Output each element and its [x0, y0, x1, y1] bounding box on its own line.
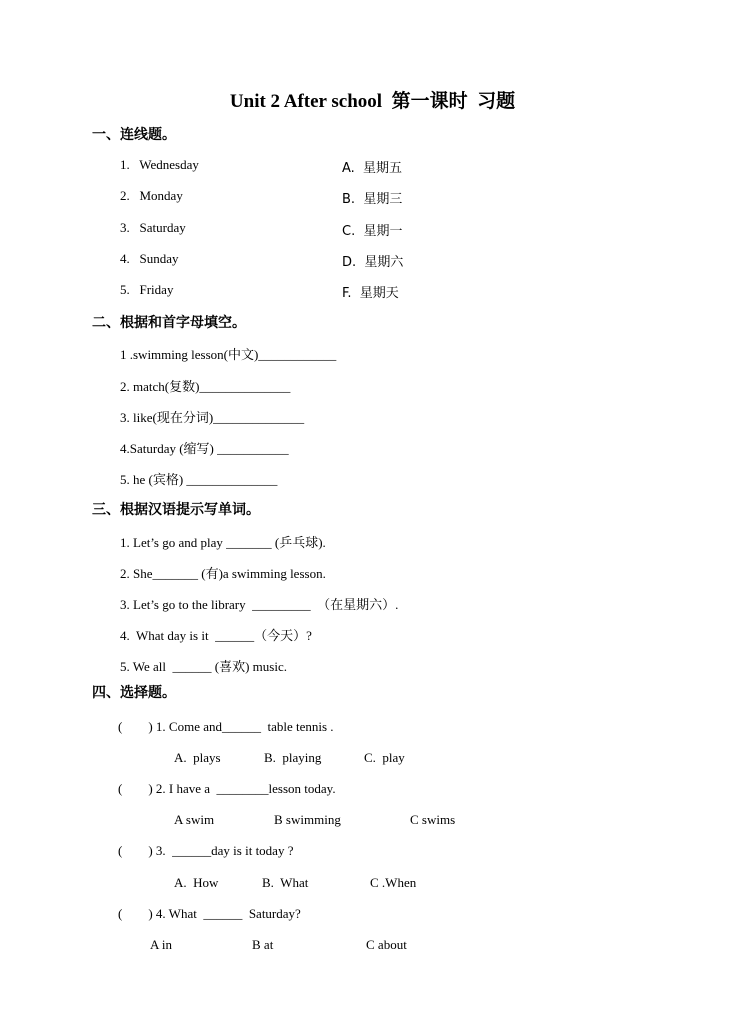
page-title: Unit 2 After school 第一课时 习题 — [229, 91, 516, 112]
question-option: B at — [252, 937, 274, 952]
word-hint-item: 4. What day is it ______（今天）? — [120, 628, 312, 643]
section-1-heading: 一、连线题。 — [92, 127, 176, 143]
fill-blank-item: 1 .swimming lesson(中文)____________ — [120, 347, 337, 362]
question-option: C. play — [364, 750, 405, 765]
question-option: C .When — [370, 875, 417, 890]
fill-blank-item: 3. like(现在分词)______________ — [120, 410, 305, 425]
question-option: B. playing — [264, 750, 322, 765]
match-left-item: 4. Sunday — [120, 251, 179, 266]
question-option: B swimming — [274, 812, 341, 827]
fill-blank-item: 4.Saturday (缩写) ___________ — [120, 441, 289, 456]
word-hint-item: 1. Let’s go and play _______ (乒乓球). — [120, 535, 326, 550]
match-right-item: D. 星期六 — [342, 255, 404, 270]
question-option: C about — [366, 937, 407, 952]
question-option: C swims — [410, 812, 456, 827]
match-right-item: A. 星期五 — [342, 161, 403, 176]
match-left-item: 3. Saturday — [120, 220, 186, 235]
match-left-item: 2. Monday — [120, 188, 183, 203]
question-option: A in — [150, 937, 173, 952]
match-right-item: F. 星期天 — [342, 286, 399, 301]
question-option: A. plays — [174, 750, 221, 765]
section-4-heading: 四、选择题。 — [92, 685, 176, 701]
section-3-heading: 三、根据汉语提示写单词。 — [92, 502, 260, 518]
question-option: A. How — [174, 875, 219, 890]
question-stem: ( ) 3. ______day is it today ? — [118, 843, 294, 858]
section-2-heading: 二、根据和首字母填空。 — [92, 315, 246, 331]
fill-blank-item: 5. he (宾格) ______________ — [120, 472, 278, 487]
match-left-item: 5. Friday — [120, 282, 174, 297]
question-stem: ( ) 1. Come and______ table tennis . — [118, 719, 334, 734]
question-option: A swim — [174, 812, 215, 827]
question-stem: ( ) 2. I have a ________lesson today. — [118, 781, 336, 796]
word-hint-item: 3. Let’s go to the library _________ （在星期六）. — [120, 597, 399, 612]
fill-blank-item: 2. match(复数)______________ — [120, 379, 291, 394]
word-hint-item: 2. She_______ (有)a swimming lesson. — [120, 566, 326, 581]
match-right-item: C. 星期一 — [342, 224, 403, 239]
match-right-item: B. 星期三 — [342, 192, 403, 207]
question-stem: ( ) 4. What ______ Saturday? — [118, 906, 301, 921]
question-option: B. What — [262, 875, 309, 890]
word-hint-item: 5. We all ______ (喜欢) music. — [120, 659, 287, 674]
match-left-item: 1. Wednesday — [120, 157, 199, 172]
